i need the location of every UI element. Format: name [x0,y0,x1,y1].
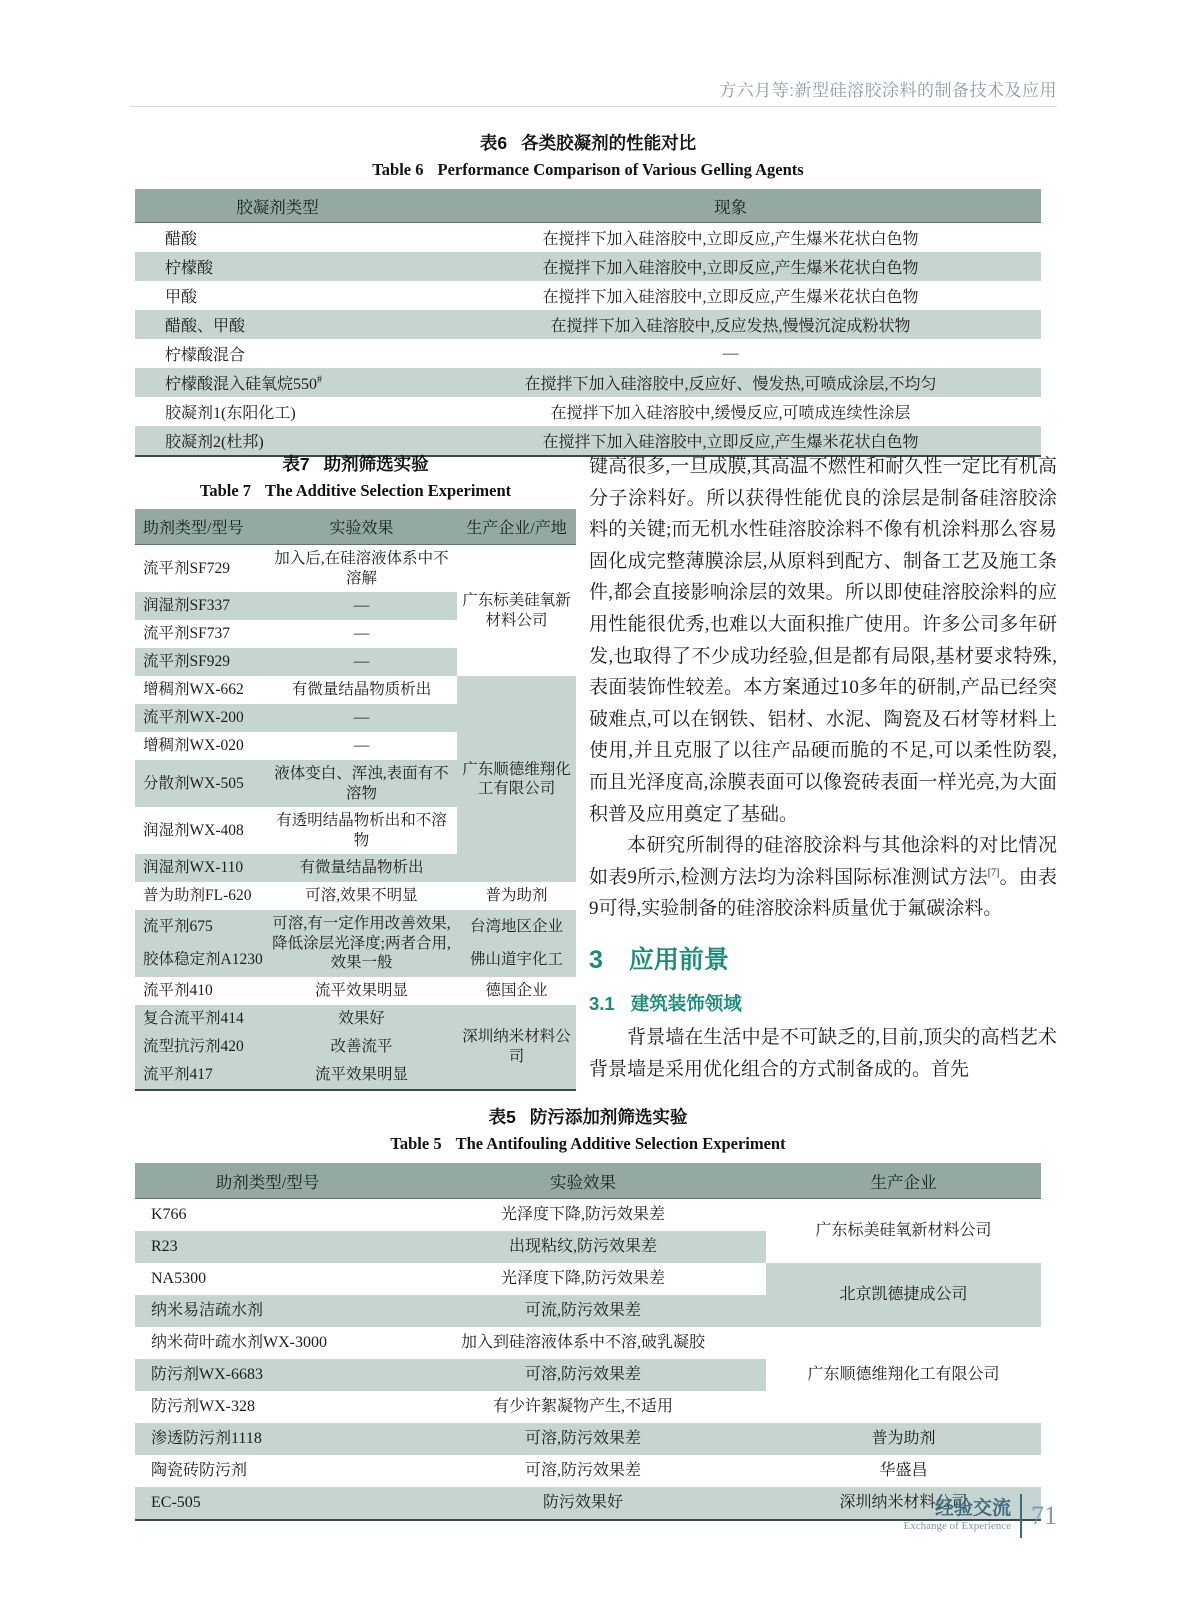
cell-phenomenon: 在搅拌下加入硅溶胶中,立即反应,产生爆米花状白色物 [420,223,1041,253]
section-heading [589,940,1057,976]
cell-name: 润湿剂SF337 [135,592,266,620]
cell-effect: — [266,648,457,676]
table6-title-en [135,160,1041,180]
subsection-number: 3.1 [589,992,615,1014]
cell-name: 陶瓷砖防污剂 [135,1455,400,1487]
cell-effect: 改善流平 [266,1033,457,1061]
cell-type: 醋酸、甲酸 [135,310,420,339]
cell-name: 流平剂SF729 [135,545,266,593]
table-row [135,310,1041,339]
cell-name: 流平剂417 [135,1061,266,1090]
table-row [135,368,1041,397]
cell-company-span: 广东顺德维翔化工有限公司 [766,1327,1041,1423]
cell-effect: 加入到硅溶液体系中不溶,破乳凝胶 [400,1327,766,1359]
col-header-company: 生产企业 [766,1163,1041,1199]
cell-effect-span: 可溶,有一定作用改善效果,降低涂层光泽度;两者合用,效果一般 [266,910,457,977]
cell-name: 渗透防污剂1118 [135,1423,400,1455]
footer-section-cn: 经验交流 [934,1498,1011,1519]
cell-phenomenon: 在搅拌下加入硅溶胶中,立即反应,产生爆米花状白色物 [420,426,1041,456]
cell-effect: 可溶,防污效果差 [400,1455,766,1487]
cell-name: 复合流平剂414 [135,1005,266,1033]
cell-name: K766 [135,1199,400,1232]
paragraph-text: 。由表9可得,实验制备的硅溶胶涂料质量优于氟碳涂料。 [589,866,1057,920]
table5-title-cn [135,1104,1041,1129]
table-row [135,1423,1041,1455]
table5-label-en: Table 5 [390,1134,442,1153]
table5-label-cn: 表5 [488,1107,516,1127]
col-header-effect: 实验效果 [266,509,457,545]
cell-company: 深圳纳米材料公司 [766,1487,1041,1520]
cell-name: NA5300 [135,1263,400,1295]
cell-name: 流平剂675 [135,910,266,943]
table5-title-en [135,1134,1041,1154]
table6 [135,189,1041,457]
running-head: 方六月等:新型硅溶胶涂料的制备技术及应用 [719,81,1057,100]
cell-effect: 出现粘纹,防污效果差 [400,1231,766,1263]
table-row [135,1455,1041,1487]
cell-name: 流平剂SF737 [135,620,266,648]
cell-name: 纳米荷叶疏水剂WX-3000 [135,1327,400,1359]
table-row [135,281,1041,310]
body-paragraph: 键高很多,一旦成膜,其高温不燃性和耐久性一定比有机高分子涂料好。所以获得性能优良的涂层是制备硅溶胶涂料的关键;而无机水性硅溶胶涂料不像有机涂料那么容易固化成完整薄膜涂层,从原料到配方、制备工艺及施工条件,都会直接影响涂层的效果。所以即使硅溶胶涂料的应用性能很优秀,也难以大面积推广使用。许多公司多年研发,也取得了不少成功经验,但是都有局限,基材要求特殊,表面装饰性较差。本方案通过10多年的研制,产品已经突破难点,可以在钢铁、铝材、水泥、陶瓷及石材等材料上使用,并且克服了以往产品硬而脆的不足,可以柔性防裂,而且光泽度高,涂膜表面可以像瓷砖表面一样光亮,为大面积普及应用奠定了基础。 [589,456,1057,825]
table7-header-row [135,509,576,545]
col-header-name: 助剂类型/型号 [135,1163,400,1199]
cell-name: 润湿剂WX-110 [135,854,266,882]
cell-phenomenon: 在搅拌下加入硅溶胶中,反应发热,慢慢沉淀成粉状物 [420,310,1041,339]
col-header-phenomenon: 现象 [420,189,1041,223]
cell-type: 柠檬酸 [135,252,420,281]
cell-effect: 可溶,效果不明显 [266,882,457,910]
subsection-title: 建筑装饰领域 [630,992,742,1014]
table7-title-en [135,481,576,501]
table-row [135,223,1041,253]
cell-effect: 光泽度下降,防污效果差 [400,1199,766,1232]
table-row [135,1327,1041,1359]
table7-label-cn: 表7 [282,454,310,474]
cell-effect: — [266,592,457,620]
cell-type: 胶凝剂2(杜邦) [135,426,420,456]
cell-company-span: 广东标美硅氧新材料公司 [766,1199,1041,1264]
table-row [135,545,576,593]
cell-name: 流型抗污剂420 [135,1033,266,1061]
cell-effect: 可溶,防污效果差 [400,1359,766,1391]
cell-company: 普为助剂 [457,882,576,910]
table-row [135,252,1041,281]
cell-phenomenon: 在搅拌下加入硅溶胶中,反应好、慢发热,可喷成涂层,不均匀 [420,368,1041,397]
cell-effect: 流平效果明显 [266,977,457,1005]
table7-title-cn [135,451,576,476]
col-header-company: 生产企业/产地 [457,509,576,545]
table6-section [135,130,1041,457]
cell-name: 流平剂410 [135,977,266,1005]
cell-company: 普为助剂 [766,1423,1041,1455]
table5-caption-cn: 防污添加剂筛选实验 [529,1107,688,1127]
cell-name: 增稠剂WX-020 [135,732,266,760]
cell-phenomenon: 在搅拌下加入硅溶胶中,立即反应,产生爆米花状白色物 [420,252,1041,281]
cell-effect: 有微量结晶物质析出 [266,676,457,704]
table7-caption-en: The Additive Selection Experiment [265,481,512,500]
table5 [135,1163,1041,1521]
table5-header-row [135,1163,1041,1199]
cell-effect: 有透明结晶物析出和不溶物 [266,807,457,854]
cell-company-span: 广东标美硅氧新材料公司 [457,545,576,677]
table-row [135,1199,1041,1232]
table6-caption-en: Performance Comparison of Various Gelling Agents [437,160,804,179]
cell-name: 润湿剂WX-408 [135,807,266,854]
cell-name: 普为助剂FL-620 [135,882,266,910]
cell-effect: 可溶,防污效果差 [400,1423,766,1455]
cell-name: EC-505 [135,1487,400,1520]
cell-company-span: 深圳纳米材料公司 [457,1005,576,1090]
superscript-mark: # [317,374,323,386]
footer-section-en: Exchange of Experience [903,1520,1011,1532]
cell-effect: 防污效果好 [400,1487,766,1520]
cell-name: R23 [135,1231,400,1263]
table-row [135,397,1041,426]
table-row [135,1005,576,1033]
table6-header-row [135,189,1041,223]
cell-effect: 效果好 [266,1005,457,1033]
col-header-effect: 实验效果 [400,1163,766,1199]
cell-company: 台湾地区企业 [457,910,576,943]
col-header-name: 助剂类型/型号 [135,509,266,545]
cell-type: 柠檬酸混合 [135,339,420,368]
cell-name: 流平剂SF929 [135,648,266,676]
col-header-type: 胶凝剂类型 [135,189,420,223]
cell-effect: 液体变白、浑浊,表面有不溶物 [266,760,457,807]
table7-section [135,451,576,1091]
citation-mark: [7] [987,867,1000,879]
cell-effect: — [266,732,457,760]
cell-effect: 可流,防污效果差 [400,1295,766,1327]
table-row [135,910,576,943]
body-paragraph: 背景墙在生活中是不可缺乏的,目前,顶尖的高档艺术背景墙是采用优化组合的方式制备成的。首先 [589,1026,1057,1080]
cell-phenomenon: — [420,339,1041,368]
cell-phenomenon: 在搅拌下加入硅溶胶中,立即反应,产生爆米花状白色物 [420,281,1041,310]
cell-type-text: 柠檬酸混入硅氧烷550 [165,376,318,393]
page-footer [904,1494,1058,1538]
table6-caption-cn: 各类胶凝剂的性能对比 [521,133,697,153]
page-number: 71 [1031,1501,1057,1530]
cell-company: 佛山道宇化工 [457,943,576,976]
table6-label-cn: 表6 [479,133,508,153]
cell-phenomenon: 在搅拌下加入硅溶胶中,缓慢反应,可喷成连续性涂层 [420,397,1041,426]
footer-section [904,1499,1012,1533]
table-row [135,1263,1041,1295]
footer-divider [1020,1494,1022,1538]
table7-label-en: Table 7 [199,481,252,500]
body-paragraph [589,830,1057,925]
paragraph-text: 本研究所制得的硅溶胶涂料与其他涂料的对比情况如表9所示,检测方法均为涂料国际标准测试方法 [589,835,1057,888]
article-column [589,451,1057,1085]
cell-effect: 流平效果明显 [266,1061,457,1090]
cell-type: 甲酸 [135,281,420,310]
table6-label-en: Table 6 [372,160,424,179]
table7-caption-cn: 助剂筛选实验 [323,454,429,474]
cell-company-span: 广东顺德维翔化工有限公司 [457,676,576,882]
cell-type: 胶凝剂1(东阳化工) [135,397,420,426]
cell-company: 华盛昌 [766,1455,1041,1487]
cell-effect: 光泽度下降,防污效果差 [400,1263,766,1295]
cell-effect: — [266,620,457,648]
table-row [135,977,576,1005]
table5-caption-en: The Antifouling Additive Selection Experiment [455,1134,786,1153]
cell-type [135,368,420,397]
cell-company: 德国企业 [457,977,576,1005]
section-title: 应用前景 [628,945,729,974]
cell-name: 纳米易洁疏水剂 [135,1295,400,1327]
table7 [135,509,576,1091]
cell-name: 增稠剂WX-662 [135,676,266,704]
cell-company-span: 北京凯德捷成公司 [766,1263,1041,1327]
table5-section [135,1104,1041,1521]
cell-name: 流平剂WX-200 [135,704,266,732]
table-row [135,882,576,910]
section-number: 3 [589,945,603,974]
cell-effect: — [266,704,457,732]
cell-name: 分散剂WX-505 [135,760,266,807]
cell-name: 防污剂WX-328 [135,1391,400,1423]
cell-effect: 有少许絮凝物产生,不适用 [400,1391,766,1423]
subsection-heading [589,990,1057,1016]
cell-type: 醋酸 [135,223,420,253]
cell-name: 防污剂WX-6683 [135,1359,400,1391]
cell-effect: 加入后,在硅溶液体系中不溶解 [266,545,457,593]
cell-effect: 有微量结晶物析出 [266,854,457,882]
table-row [135,339,1041,368]
table6-title-cn [135,130,1041,155]
header-rule [130,106,1057,107]
table-row [135,676,576,704]
cell-name: 胶体稳定剂A1230 [135,943,266,976]
